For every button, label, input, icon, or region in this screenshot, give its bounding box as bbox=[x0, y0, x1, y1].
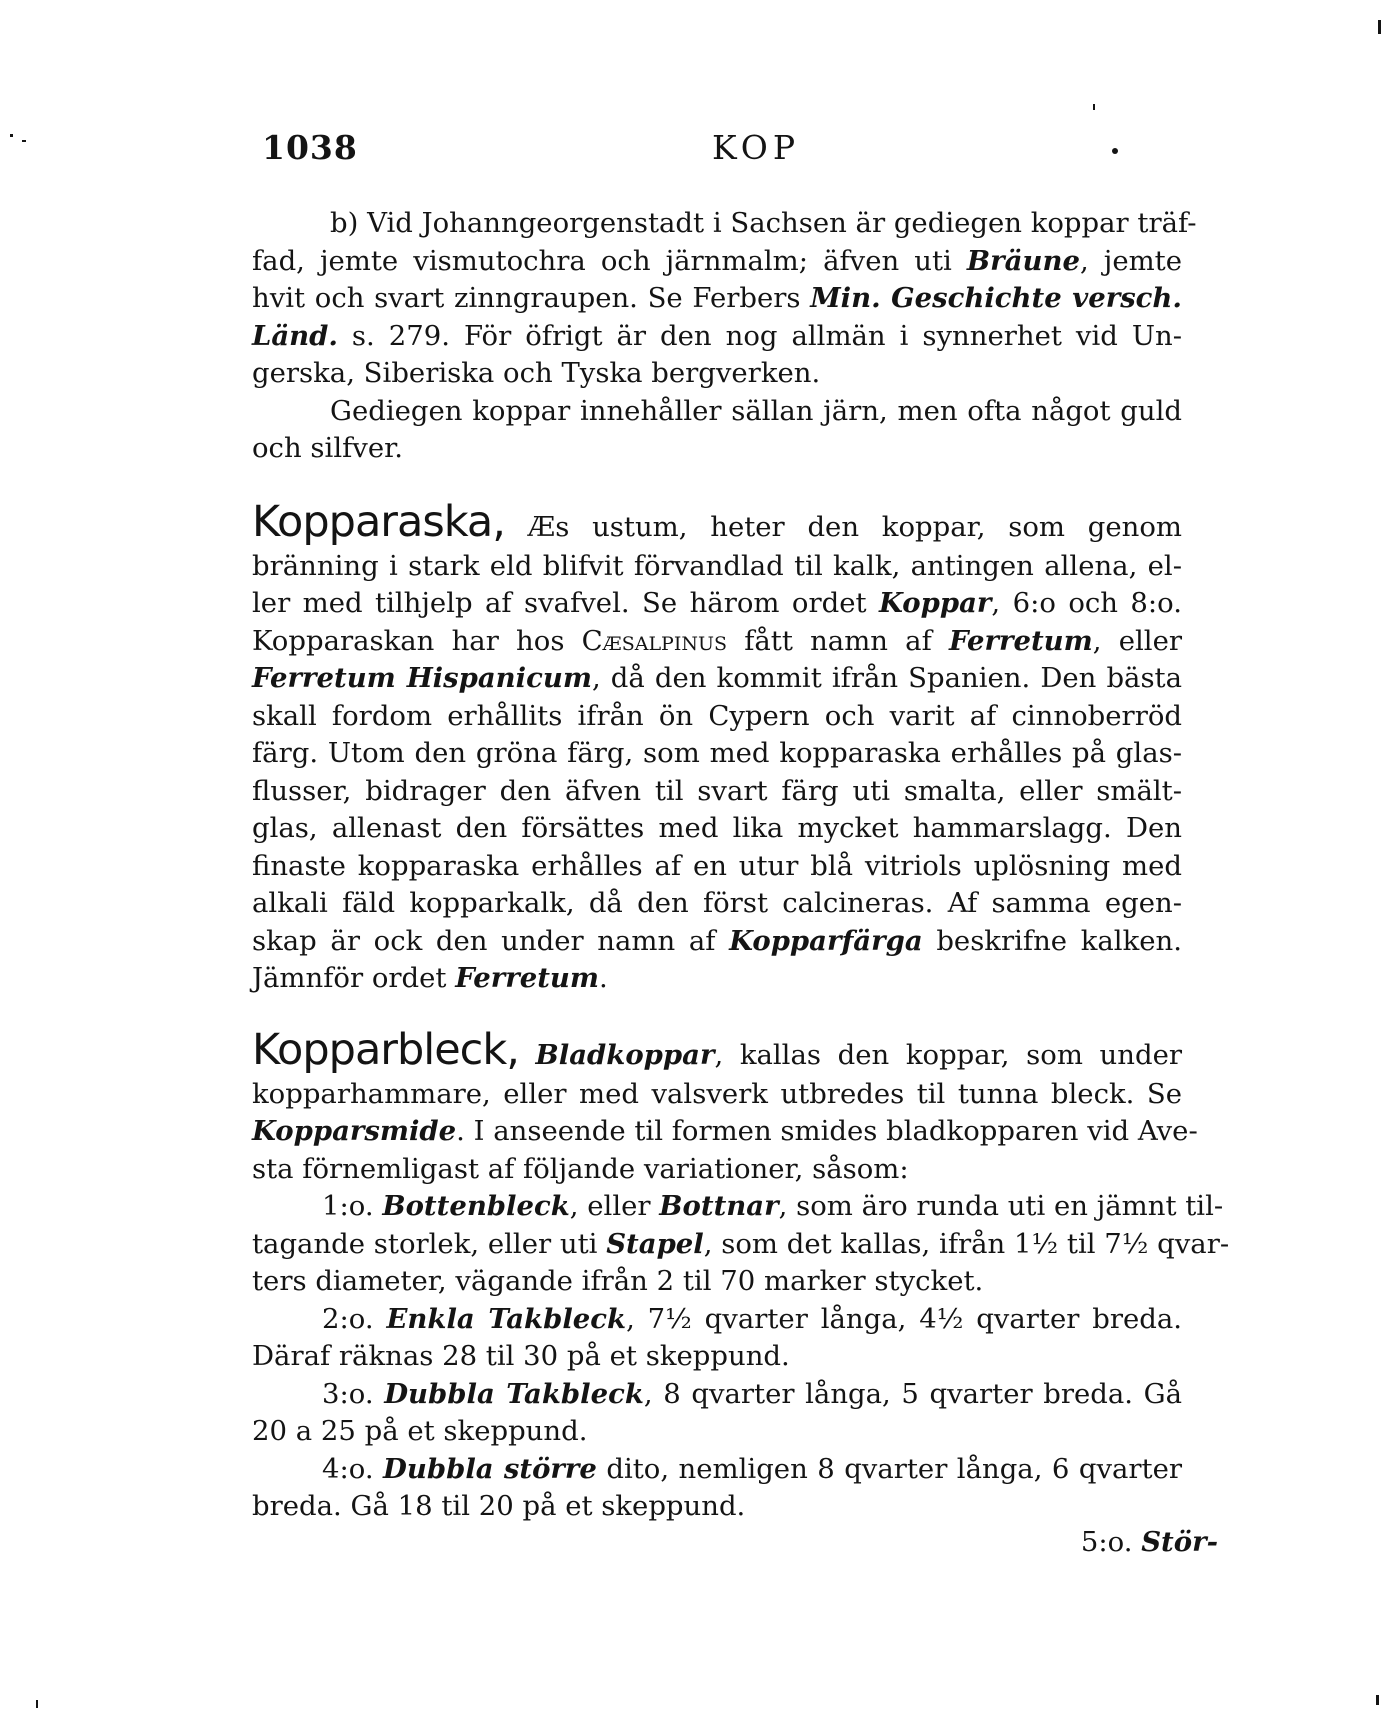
text-line: och silfver. bbox=[252, 432, 403, 464]
scan-speck bbox=[36, 1700, 38, 1708]
scan-speck bbox=[22, 140, 26, 142]
list-item-line: 20 a 25 på et skeppund. bbox=[252, 1415, 588, 1447]
scan-speck bbox=[1378, 20, 1381, 34]
text-line: skap är ock den under namn af Kopparfärga beskrifne kalken. bbox=[252, 924, 1182, 957]
text-line: Ferretum Hispanicum, då den kommit ifrån Spanien. Den bästa bbox=[252, 662, 1183, 694]
list-item-line: breda. Gå 18 til 20 på et skeppund. bbox=[252, 1490, 746, 1522]
list-item-line: tagande storlek, eller uti Stapel, som det kallas, ifrån 1½ til 7½ qvar- bbox=[252, 1227, 1230, 1260]
headword: Kopparaska, bbox=[252, 496, 505, 547]
text-line: gerska, Siberiska och Tyska bergverken. bbox=[252, 357, 821, 389]
page-number: 1038 bbox=[262, 128, 358, 167]
note-b bbox=[252, 205, 1197, 468]
text-line: Kopparsmide. I anseende til formen smides bladkopparen vid Ave- bbox=[252, 1115, 1198, 1147]
text-line: finaste kopparaska erhålles af en utur blå vitriols uplösning med bbox=[252, 849, 1182, 882]
text-line: Kopparaska, Æs ustum, heter den koppar, som genom bbox=[252, 496, 1182, 547]
text-line: Länd. s. 279. För öfrigt är den nog allmän i synnerhet vid Un- bbox=[252, 319, 1182, 352]
text-line: hvit och svart zinngraupen. Se Ferbers Min. Geschichte versch. bbox=[252, 282, 1182, 314]
list-item-line: 4:o. Dubbla större dito, nemligen 8 qvarter långa, 6 qvarter bbox=[322, 1452, 1182, 1485]
text-line: Kopparaskan har hos Cæsalpinus fått namn af Ferretum, eller bbox=[252, 624, 1182, 657]
list-item-line: 3:o. Dubbla Takbleck, 8 qvarter långa, 5 qvarter breda. Gå bbox=[322, 1377, 1183, 1410]
list-item-line: 2:o. Enkla Takbleck, 7½ qvarter långa, 4½ qvarter breda. bbox=[322, 1302, 1182, 1335]
text-line: skall fordom erhållits ifrån ön Cypern och varit af cinnoberröd bbox=[252, 699, 1182, 732]
text-line: Jämnför ordet Ferretum. bbox=[252, 962, 608, 994]
text-column bbox=[252, 205, 1230, 1526]
text-line: glas, allenast den försättes med lika mycket hammarslagg. Den bbox=[252, 812, 1182, 844]
entry-kopparbleck bbox=[252, 1024, 1230, 1526]
scan-speck bbox=[1093, 104, 1095, 110]
page-header bbox=[262, 128, 1142, 178]
entry-kopparaska bbox=[252, 496, 1182, 998]
text-line: bränning i stark eld blifvit förvandlad til kalk, antingen allena, el- bbox=[252, 549, 1182, 582]
text-line: kopparhammare, eller med valsverk utbredes til tunna bleck. Se bbox=[252, 1077, 1182, 1110]
text-line: färg. Utom den gröna färg, som med kopparaska erhålles på glas- bbox=[252, 737, 1182, 769]
list-item-line: 1:o. Bottenbleck, eller Bottnar, som äro runda uti en jämnt til- bbox=[322, 1190, 1224, 1222]
list-item-line: Däraf räknas 28 til 30 på et skeppund. bbox=[252, 1340, 790, 1372]
catchword-text: Stör- bbox=[1141, 1526, 1218, 1558]
text-line: fad, jemte vismutochra och järnmalm; äfven uti Bräune, jemte bbox=[252, 244, 1182, 277]
catchword-number: 5:o. bbox=[1080, 1526, 1133, 1558]
running-head: KOP bbox=[712, 128, 801, 167]
text-line: alkali fäld kopparkalk, då den först calcineras. Af samma egen- bbox=[252, 887, 1182, 919]
headword: Kopparbleck, bbox=[252, 1024, 519, 1075]
text-line: b) Vid Johanngeorgenstadt i Sachsen är gediegen koppar träf- bbox=[330, 207, 1197, 239]
header-dot bbox=[1112, 148, 1118, 154]
list-item-line: ters diameter, vägande ifrån 2 til 70 marker stycket. bbox=[252, 1265, 984, 1297]
text-line: sta förnemligast af följande variationer, såsom: bbox=[252, 1152, 909, 1185]
text-line: Kopparbleck, Bladkoppar, kallas den koppar, som under bbox=[252, 1024, 1182, 1075]
text-line: flusser, bidrager den äfven til svart färg uti smalta, eller smält- bbox=[252, 774, 1182, 807]
scan-speck bbox=[10, 134, 13, 137]
catchword bbox=[1081, 1526, 1218, 1558]
text-line: Gediegen koppar innehåller sällan järn, men ofta något guld bbox=[330, 394, 1182, 427]
text-line: ler med tilhjelp af svafvel. Se härom ordet Koppar, 6:o och 8:o. bbox=[252, 587, 1182, 619]
scan-speck bbox=[1376, 1695, 1379, 1705]
